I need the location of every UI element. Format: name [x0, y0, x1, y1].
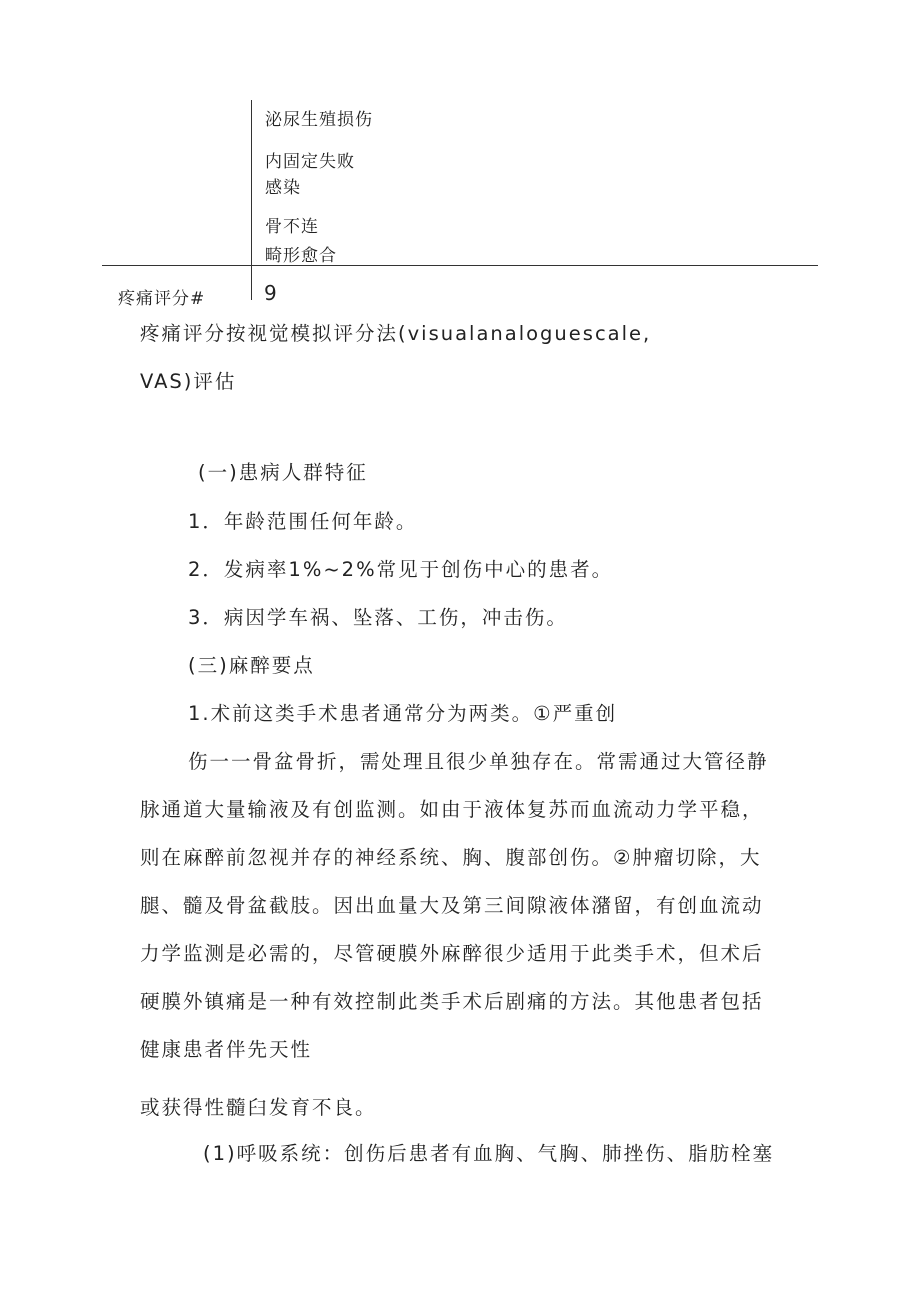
list-item-incidence: 2．发病率1%~2%常见于创伤中心的患者。	[188, 558, 614, 581]
complication-infection: 感染	[265, 178, 301, 198]
table-horizontal-divider	[102, 265, 818, 266]
respiratory-line: (1)呼吸系统：创伤后患者有血胸、气胸、肺挫伤、脂肪栓塞	[203, 1142, 775, 1165]
complication-fixation-failure: 内固定失败	[265, 152, 355, 172]
paragraph-line: 脉通道大量输液及有创监测。如由于液体复苏而血流动力学平稳，	[140, 798, 764, 821]
list-item-age: 1．年龄范围任何年龄。	[188, 510, 418, 533]
paragraph-line: 或获得性髓臼发育不良。	[140, 1096, 377, 1119]
paragraph-line: 1.术前这类手术患者通常分为两类。①严重创	[188, 702, 618, 725]
paragraph-line: 腿、髓及骨盆截肢。因出血量大及第三间隙液体潴留，有创血流动	[140, 894, 764, 917]
paragraph-line: 则在麻醉前忽视并存的神经系统、胸、腹部创伤。②肿瘤切除，大	[140, 846, 762, 869]
paragraph-line: 力学监测是必需的，尽管硬膜外麻醉很少适用于此类手术，但术后	[140, 942, 764, 965]
complication-malunion: 畸形愈合	[265, 246, 337, 266]
complication-urogenital-injury: 泌尿生殖损伤	[265, 110, 373, 130]
vas-note-line-1: 疼痛评分按视觉模拟评分法(visualanaloguescale,	[140, 322, 652, 345]
pain-score-label: 疼痛评分#	[118, 289, 206, 309]
paragraph-line: 伤一一骨盆骨折，需处理且很少单独存在。常需通过大管径静	[188, 750, 769, 773]
pain-score-value: 9	[264, 281, 277, 305]
complication-nonunion: 骨不连	[265, 217, 319, 237]
vas-note-line-2: VAS)评估	[140, 370, 237, 393]
anesthesia-heading: (三)麻醉要点	[188, 654, 315, 677]
paragraph-line: 硬膜外镇痛是一种有效控制此类手术后剧痛的方法。其他患者包括	[140, 990, 764, 1013]
paragraph-line: 健康患者伴先天性	[140, 1038, 313, 1061]
population-heading: (一)患病人群特征	[198, 461, 368, 484]
table-vertical-divider	[251, 100, 252, 300]
list-item-etiology: 3．病因学车祸、坠落、工伤，冲击伤。	[188, 606, 568, 629]
